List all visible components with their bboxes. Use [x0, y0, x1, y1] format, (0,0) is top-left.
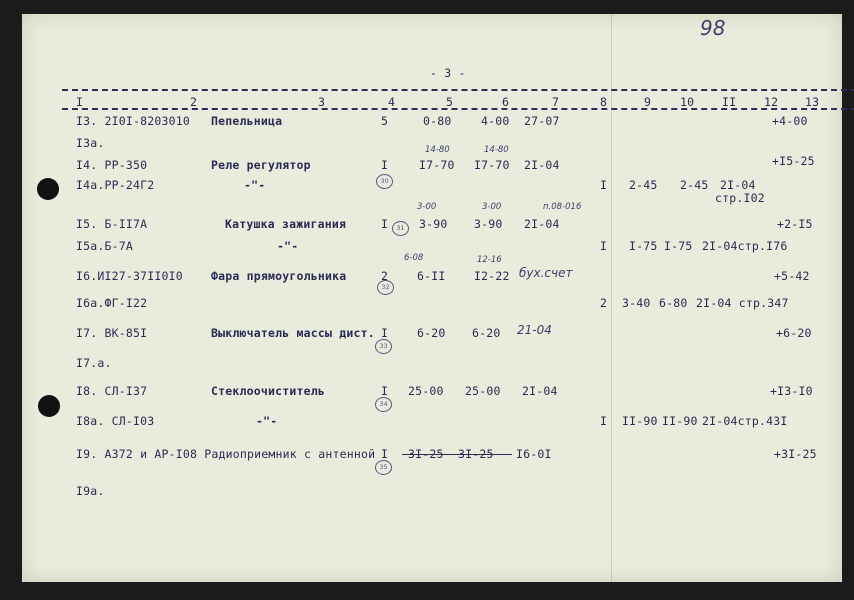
part-code: I5а.Б-7А: [76, 239, 133, 253]
delta: +4-00: [772, 114, 808, 128]
part-code: I4а.РР-24Г2: [76, 178, 155, 192]
col-num-7: 7: [552, 95, 560, 109]
handwritten-note: 6-08: [404, 253, 424, 263]
handwritten-date: 21-04: [517, 323, 552, 337]
sum: I2-22: [474, 269, 510, 283]
page-ref: стр.I02: [715, 191, 765, 205]
quantity: 5: [381, 114, 389, 128]
sum: 3-90: [474, 217, 503, 231]
part-code-13a: I3а.: [76, 136, 105, 150]
document-sheet: [22, 14, 842, 582]
part-name: Выключатель массы дист.: [211, 326, 375, 340]
price: 3-90: [419, 217, 448, 231]
qty-alt: I: [600, 178, 608, 192]
part-code: I3. 2I0I-8203010: [76, 114, 190, 128]
quantity: I: [381, 447, 389, 461]
handwritten-note: 14-80: [425, 145, 450, 155]
quantity: I: [381, 384, 389, 398]
part-code-17a: I7.а.: [76, 356, 112, 370]
quantity: 2: [381, 269, 389, 283]
part-code: I5. Б-II7А: [76, 217, 148, 231]
sum: 3I-25: [458, 447, 494, 461]
delta: +I3-I0: [770, 384, 813, 398]
quantity-circle: 33: [375, 339, 392, 354]
part-name: Пепельница: [211, 114, 283, 128]
col-num-1: I: [76, 95, 84, 109]
col-num-4: 4: [388, 95, 396, 109]
ditto-mark: -"-: [244, 178, 266, 192]
handwritten-note: 3-00: [482, 202, 502, 212]
quantity-circle: 32: [377, 280, 394, 295]
date-alt: 2I-04стр.43I: [702, 414, 788, 428]
price-alt: I-75: [629, 239, 658, 253]
ditto-mark: -"-: [256, 414, 278, 428]
sum-alt: II-90: [662, 414, 698, 428]
date: I6-0I: [516, 447, 552, 461]
delta: +2-I5: [777, 217, 813, 231]
date: 2I-04: [524, 158, 560, 172]
header-rule-top: [62, 89, 854, 91]
delta: +3I-25: [774, 447, 817, 461]
delta: +5-42: [774, 269, 810, 283]
handwritten-note: п.08-016: [543, 202, 582, 212]
part-name: Катушка зажигания: [225, 217, 347, 231]
sum: 4-00: [481, 114, 510, 128]
sum-alt: I-75: [664, 239, 693, 253]
part-code: I6.ИI27-37II0I0: [76, 269, 183, 283]
col-num-5: 5: [446, 95, 454, 109]
quantity-circle: 31: [392, 221, 409, 236]
date-alt: 2I-04 стр.347: [696, 296, 789, 310]
page-header: - 3 -: [430, 66, 466, 80]
price: 6-II: [417, 269, 446, 283]
part-code: I8. СЛ-I37: [76, 384, 148, 398]
binder-hole: [38, 395, 60, 417]
sum-alt: 2-45: [680, 178, 709, 192]
part-name: Реле регулятор: [211, 158, 311, 172]
quantity-circle: 34: [375, 397, 392, 412]
qty-alt: I: [600, 414, 608, 428]
col-num-11: II: [722, 95, 737, 109]
sum-alt: 6-80: [659, 296, 688, 310]
part-code: I7. ВК-85I: [76, 326, 148, 340]
part-code-and-name: I9. А372 и АР-I08 Радиоприемник с антенной: [76, 447, 376, 461]
strikethrough-line: [402, 454, 512, 455]
date-alt: 2I-04стр.I76: [702, 239, 788, 253]
price: 3I-25: [408, 447, 444, 461]
handwritten-note: 12-16: [477, 255, 502, 265]
handwritten-note: 14-80: [484, 145, 509, 155]
col-num-6: 6: [502, 95, 510, 109]
date: 2I-04: [524, 217, 560, 231]
part-code: I4. РР-350: [76, 158, 148, 172]
price: 25-00: [408, 384, 444, 398]
part-name: Фара прямоугольника: [211, 269, 347, 283]
handwritten-date: бух.счет: [519, 266, 573, 280]
quantity: I: [381, 326, 389, 340]
col-num-9: 9: [644, 95, 652, 109]
date: 2I-04: [522, 384, 558, 398]
qty-alt: I: [600, 239, 608, 253]
col-num-3: 3: [318, 95, 326, 109]
part-code: I6а.ФГ-I22: [76, 296, 148, 310]
delta: +6-20: [776, 326, 812, 340]
quantity: I: [381, 217, 389, 231]
price-alt: 3-40: [622, 296, 651, 310]
handwritten-page-number: 98: [700, 16, 726, 40]
price: 6-20: [417, 326, 446, 340]
quantity-circle: 30: [376, 174, 393, 189]
col-num-8: 8: [600, 95, 608, 109]
price-alt: II-90: [622, 414, 658, 428]
delta: +I5-25: [772, 154, 815, 168]
ditto-mark: -"-: [277, 239, 299, 253]
price: I7-70: [419, 158, 455, 172]
date: 27-07: [524, 114, 560, 128]
col-num-2: 2: [190, 95, 198, 109]
col-num-12: 12: [764, 95, 779, 109]
part-code-19a: I9а.: [76, 484, 105, 498]
qty-alt: 2: [600, 296, 608, 310]
sum: 25-00: [465, 384, 501, 398]
sum: 6-20: [472, 326, 501, 340]
date-alt: 2I-04: [720, 178, 756, 192]
col-num-10: 10: [680, 95, 695, 109]
part-code: I8а. СЛ-I03: [76, 414, 155, 428]
quantity: I: [381, 158, 389, 172]
sum: I7-70: [474, 158, 510, 172]
price: 0-80: [423, 114, 452, 128]
binder-hole: [37, 178, 59, 200]
quantity-circle: 35: [375, 460, 392, 475]
handwritten-note: 3-00: [417, 202, 437, 212]
part-name: Стеклоочиститель: [211, 384, 325, 398]
col-num-13: 13: [805, 95, 820, 109]
price-alt: 2-45: [629, 178, 658, 192]
fold-line: [611, 14, 612, 582]
